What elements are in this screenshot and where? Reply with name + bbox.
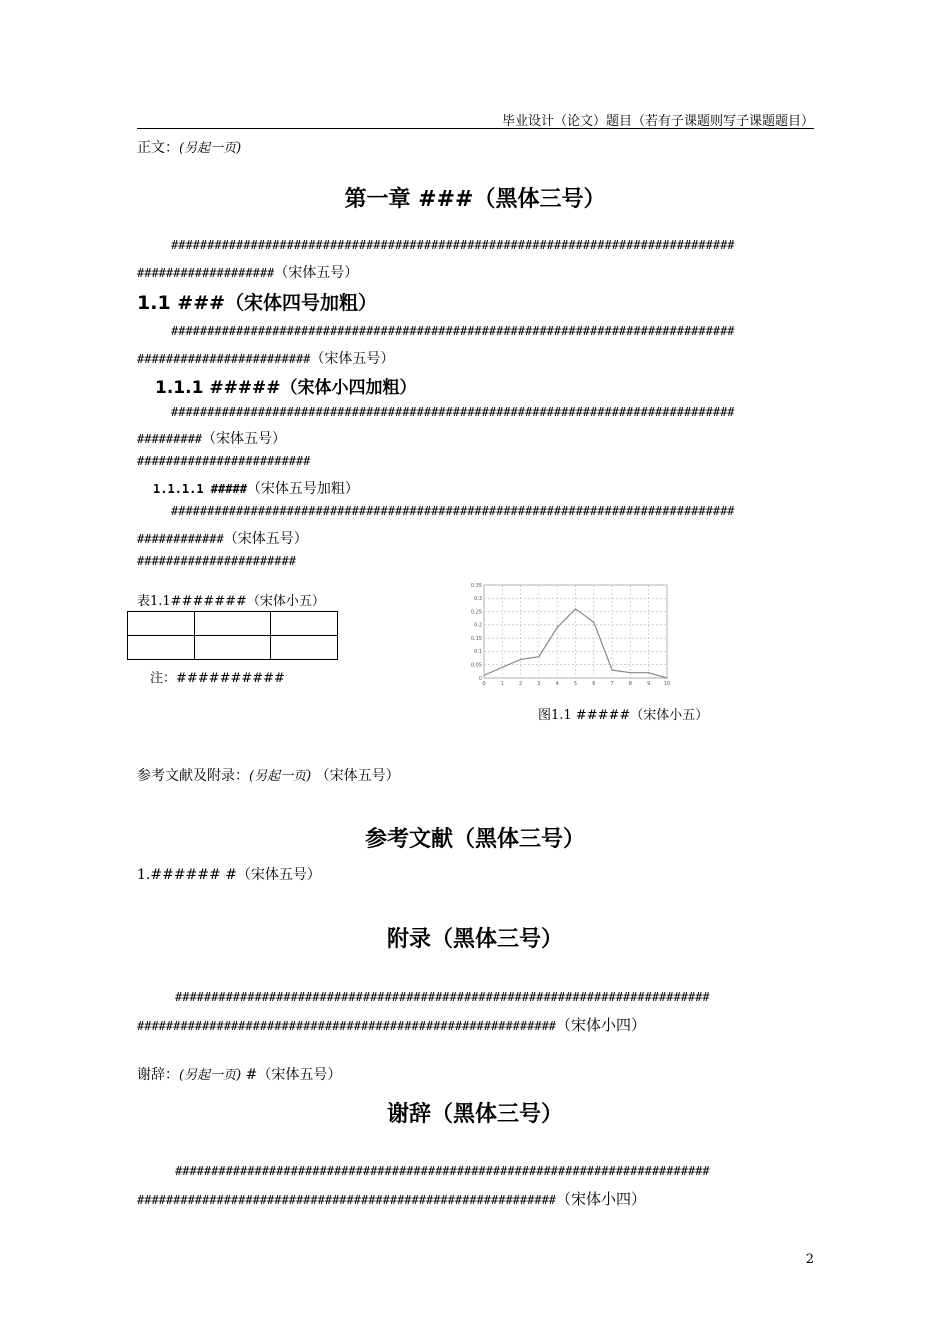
- table-cell: [195, 636, 271, 660]
- thanks-para-line-2: [137, 1188, 646, 1209]
- section-1-1-1-1-num: 1.1.1.1 #####: [153, 482, 247, 496]
- thanks-label-note: (另起一页): [179, 1068, 242, 1083]
- x-tick-label: 4: [555, 681, 559, 687]
- table-1-1: [127, 611, 338, 660]
- section-1-1-1-1-suffix: （宋体五号加粗）: [246, 481, 359, 497]
- x-tick-label: 1: [500, 681, 504, 687]
- table-row: [128, 612, 338, 636]
- chapter-para-line-1: ##############################################################################: [171, 238, 735, 252]
- x-tick-label: 9: [647, 681, 651, 687]
- table-row: [128, 636, 338, 660]
- table-cell: [128, 636, 195, 660]
- header-rule: [137, 128, 814, 129]
- table-cell: [195, 612, 271, 636]
- y-tick-label: 0.25: [470, 609, 482, 616]
- y-tick-label: 0.3: [474, 596, 482, 603]
- reference-item-1: 1.###### #（宋体五号）: [137, 867, 321, 883]
- figure-1-1-chart: [462, 580, 672, 690]
- y-tick-label: 0: [478, 675, 482, 682]
- x-tick-label: 6: [592, 681, 596, 687]
- y-tick-label: 0.15: [470, 635, 482, 642]
- chapter-para-hash: ###################: [137, 266, 275, 280]
- data-point: [538, 656, 539, 657]
- references-title: 参考文献（黑体三号）: [364, 827, 585, 852]
- chapter-para-line-2: [137, 262, 358, 282]
- thanks-title: 谢辞（黑体三号）: [386, 1102, 563, 1127]
- data-point: [520, 659, 521, 660]
- chapter-title: 第一章 ###（黑体三号）: [344, 187, 606, 212]
- appendix-para-hash: ##########################################################: [137, 1019, 557, 1033]
- section-1-1-1-1-para-line-2: [137, 528, 308, 548]
- x-tick-label: 7: [610, 681, 614, 687]
- data-point: [557, 627, 558, 628]
- x-tick-label: 8: [628, 681, 632, 687]
- section-1-1-para-suffix: （宋体五号）: [310, 351, 395, 367]
- x-tick-label: 0: [482, 681, 486, 687]
- appendix-para-line-1: ##########################################################################: [175, 990, 710, 1004]
- section-1-1-1-para-line-2: [137, 428, 286, 448]
- y-tick-label: 0.2: [474, 622, 482, 629]
- page-header-title: 毕业设计（论文）题目（若有子课题则写子课题题目）: [501, 114, 814, 129]
- section-1-1-1-1-para-hash: ############: [137, 532, 224, 546]
- data-point: [593, 622, 594, 623]
- data-point: [666, 677, 667, 678]
- table-cell: [271, 612, 338, 636]
- x-tick-label: 2: [519, 681, 523, 687]
- refs-label-note: (另起一页): [249, 769, 312, 784]
- data-point: [612, 669, 613, 670]
- thanks-label: [137, 1064, 341, 1084]
- x-tick-label: 3: [537, 681, 541, 687]
- figure-caption: 图1.1 #####（宋体小五）: [538, 708, 709, 723]
- section-1-1-1-title: 1.1.1 #####（宋体小四加粗）: [155, 378, 417, 398]
- table-note: 注：##########: [150, 671, 285, 686]
- data-point: [648, 672, 649, 673]
- appendix-para-line-2: [137, 1014, 646, 1035]
- data-point: [575, 608, 576, 609]
- page-number: 2: [805, 1252, 814, 1267]
- table-caption: 表1.1#######（宋体小五）: [137, 594, 325, 609]
- appendix-title: 附录（黑体三号）: [386, 927, 563, 952]
- thanks-para-hash: ##########################################################: [137, 1193, 557, 1207]
- table-cell: [128, 612, 195, 636]
- section-1-1-para-hash: ########################: [137, 352, 311, 366]
- refs-label-prefix: 参考文献及附录：: [137, 768, 249, 784]
- x-tick-label: 10: [663, 681, 671, 687]
- section-1-1-1-para-line-3: ########################: [137, 454, 311, 468]
- data-point: [483, 675, 484, 676]
- section-1-1-1-para-hash: #########: [137, 432, 203, 446]
- thanks-para-suffix: （宋体小四）: [556, 1190, 647, 1208]
- data-point: [502, 667, 503, 668]
- section-1-1-para-line-1: ##############################################################################: [171, 324, 735, 338]
- appendix-para-suffix: （宋体小四）: [556, 1016, 647, 1034]
- refs-label-suffix: （宋体五号）: [315, 768, 400, 784]
- y-tick-label: 0.35: [470, 582, 482, 589]
- thanks-label-suffix: #（宋体五号）: [245, 1067, 342, 1083]
- y-tick-label: 0.1: [474, 649, 482, 656]
- section-1-1-title: 1.1 ###（宋体四号加粗）: [137, 292, 378, 314]
- main-text-note: (另起一页): [179, 141, 242, 156]
- thanks-para-line-1: ##########################################################################: [175, 1164, 710, 1178]
- thanks-label-prefix: 谢辞：: [137, 1067, 179, 1083]
- table-cell: [271, 636, 338, 660]
- main-text-label: [137, 137, 241, 157]
- main-text-prefix: 正文：: [137, 140, 179, 156]
- x-tick-label: 5: [573, 681, 578, 687]
- chapter-para-suffix: （宋体五号）: [274, 265, 359, 281]
- y-tick-label: 0.05: [470, 662, 482, 669]
- section-1-1-para-line-2: [137, 348, 394, 368]
- refs-label: [137, 765, 400, 785]
- data-point: [630, 672, 631, 673]
- section-1-1-1-1-title: [153, 478, 359, 498]
- section-1-1-1-1-para-suffix: （宋体五号）: [223, 531, 308, 547]
- section-1-1-1-1-para-line-1: ##############################################################################: [171, 504, 735, 518]
- section-1-1-1-para-suffix: （宋体五号）: [202, 431, 287, 447]
- section-1-1-1-1-para-line-3: ######################: [137, 554, 296, 568]
- section-1-1-1-para-line-1: ##############################################################################: [171, 405, 735, 419]
